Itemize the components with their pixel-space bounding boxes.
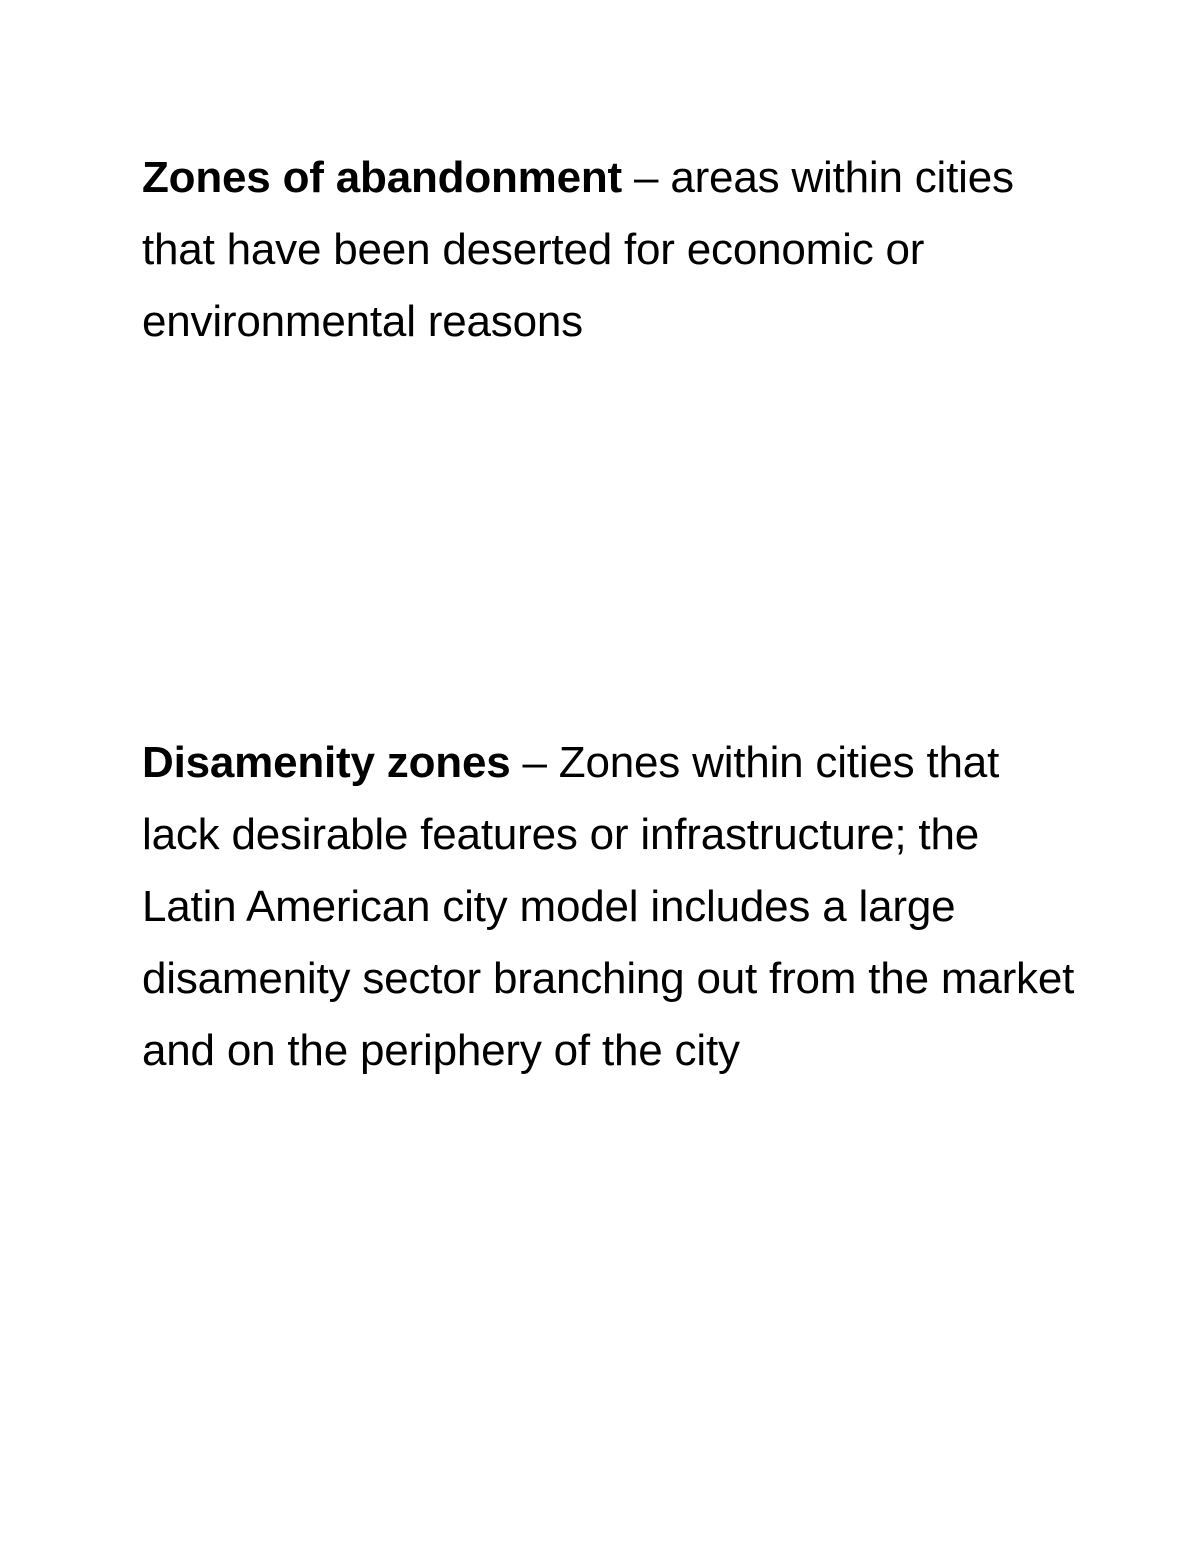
term-zones-of-abandonment: Zones of abandonment	[142, 153, 623, 202]
definition-paragraph-zones-of-abandonment	[142, 142, 1082, 358]
definition-zones-of-abandonment: – areas within cities that have been deserted for economic or environmental reasons	[142, 153, 1014, 346]
definition-paragraph-disamenity-zones	[142, 727, 1082, 1087]
definition-disamenity-zones: – Zones within cities that lack desirable features or infrastructure; the Latin American city model includes a large disamenity sector branching out from the market and on the periphery of the city	[142, 738, 1075, 1075]
term-disamenity-zones: Disamenity zones	[142, 738, 511, 787]
